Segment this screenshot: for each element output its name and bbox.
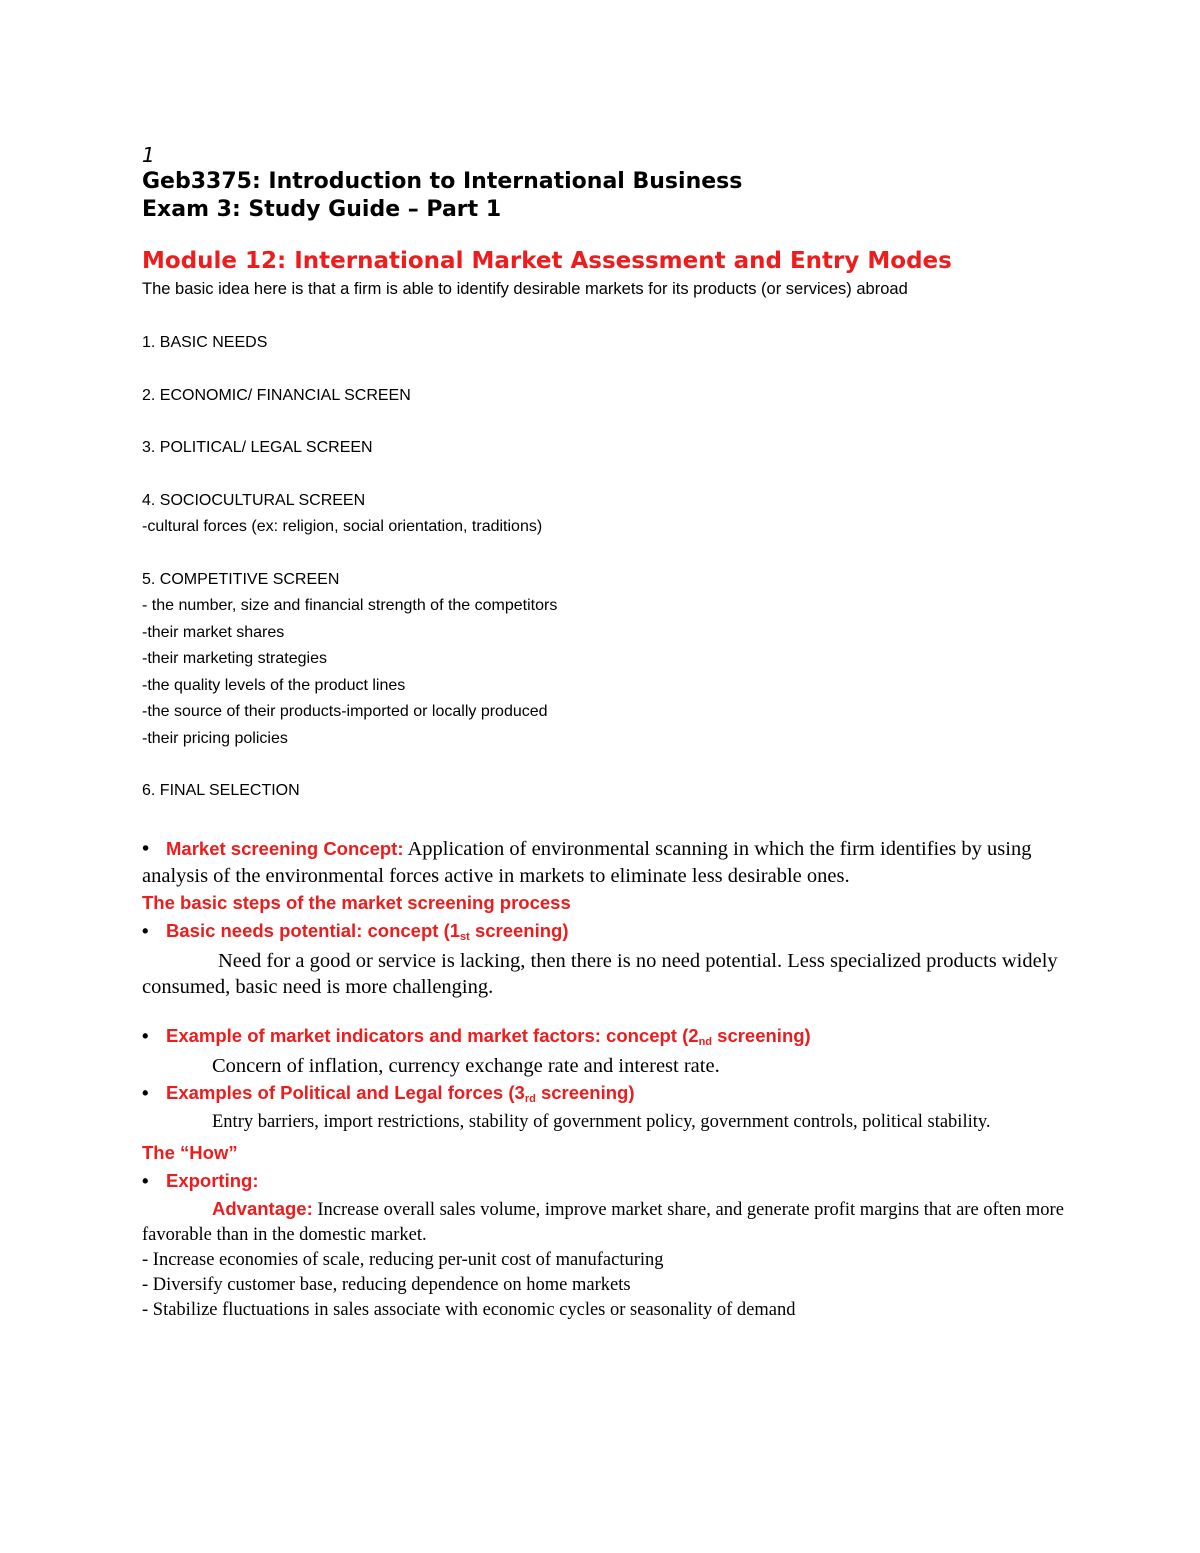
step-sociocultural-note: -cultural forces (ex: religion, social orientation, traditions) xyxy=(142,518,543,535)
advantage-item: - Increase economies of scale, reducing per-unit cost of manufacturing xyxy=(142,1249,664,1270)
step-competitive: 5. COMPETITIVE SCREEN xyxy=(142,570,340,588)
step-political-legal: 3. POLITICAL/ LEGAL SCREEN xyxy=(142,439,373,456)
basic-needs-text xyxy=(142,948,1072,1000)
political-text xyxy=(142,1110,1072,1135)
step-final-selection: 6. FINAL SELECTION xyxy=(142,782,300,799)
ordinal-suffix: st xyxy=(460,930,470,943)
political-heading xyxy=(142,1079,1072,1110)
basic-needs-body: Need for a good or service is lacking, then there is no need potential. Less specialized products widely consumed, basic need is more challenging. xyxy=(142,949,1058,998)
advantage-text: Increase overall sales volume, improve market share, and generate profit margins that are often more favorable than in the domestic market. xyxy=(142,1199,1064,1245)
indicators-label: Example of market indicators and market factors: concept (2 xyxy=(166,1024,699,1046)
political-label-end: screening) xyxy=(540,1081,635,1103)
exporting-label: Exporting: xyxy=(166,1169,259,1191)
basic-steps-heading: The basic steps of the market screening process xyxy=(142,891,571,913)
indicators-label-end: screening) xyxy=(717,1024,811,1046)
basic-needs-heading xyxy=(142,917,1072,948)
module-title: Module 12: International Market Assessment and Entry Modes xyxy=(142,248,952,274)
bullet-icon: • xyxy=(142,1169,149,1191)
bullet-icon: • xyxy=(142,919,149,941)
basic-needs-label-end: screening) xyxy=(474,919,569,941)
bullet-icon: • xyxy=(142,1081,149,1103)
exporting-heading xyxy=(142,1167,1072,1195)
advantage-paragraph xyxy=(142,1195,1072,1248)
step-economic-financial: 2. ECONOMIC/ FINANCIAL SCREEN xyxy=(142,386,411,404)
competitive-item: -the source of their products-imported or locally produced xyxy=(142,703,548,720)
market-screening-concept xyxy=(142,835,1072,889)
indicators-heading xyxy=(142,1022,1072,1053)
exam-title: Exam 3: Study Guide – Part 1 xyxy=(142,197,502,222)
competitive-item: -the quality levels of the product lines xyxy=(142,676,406,694)
course-title: Geb3375: Introduction to International Business xyxy=(142,169,743,194)
document-page xyxy=(142,142,1072,1323)
political-body: Entry barriers, import restrictions, stability of government policy, government controls, political stability. xyxy=(212,1111,991,1132)
indicators-text: Concern of inflation, currency exchange rate and interest rate. xyxy=(212,1054,720,1077)
basic-needs-label: Basic needs potential: concept (1 xyxy=(166,919,461,941)
step-basic-needs: 1. BASIC NEEDS xyxy=(142,334,268,351)
competitive-item: -their market shares xyxy=(142,623,285,641)
political-label: Examples of Political and Legal forces (3 xyxy=(166,1081,525,1103)
advantage-item: - Diversify customer base, reducing dependence on home markets xyxy=(142,1274,631,1295)
how-heading: The “How” xyxy=(142,1141,238,1163)
advantage-item: - Stabilize fluctuations in sales associate with economic cycles or seasonality of demand xyxy=(142,1299,796,1320)
ordinal-suffix: nd xyxy=(698,1035,713,1048)
market-screening-text: Application of environmental scanning in which the firm identifies by using analysis of the environmental forces active in markets to eliminate less desirable ones. xyxy=(142,837,1032,887)
competitive-item: - the number, size and financial strength of the competitors xyxy=(142,597,558,614)
bullet-icon: • xyxy=(142,837,150,860)
competitive-item: -their pricing policies xyxy=(142,729,288,747)
step-sociocultural: 4. SOCIOCULTURAL SCREEN xyxy=(142,491,366,509)
advantage-label: Advantage: xyxy=(212,1197,313,1219)
module-intro: The basic idea here is that a firm is able to identify desirable markets for its products (or services) abroad xyxy=(142,280,908,298)
competitive-item: -their marketing strategies xyxy=(142,650,327,667)
bullet-icon: • xyxy=(142,1024,149,1046)
ordinal-suffix: rd xyxy=(524,1092,536,1105)
market-screening-label: Market screening Concept: xyxy=(166,837,404,859)
page-number: 1 xyxy=(142,143,155,167)
